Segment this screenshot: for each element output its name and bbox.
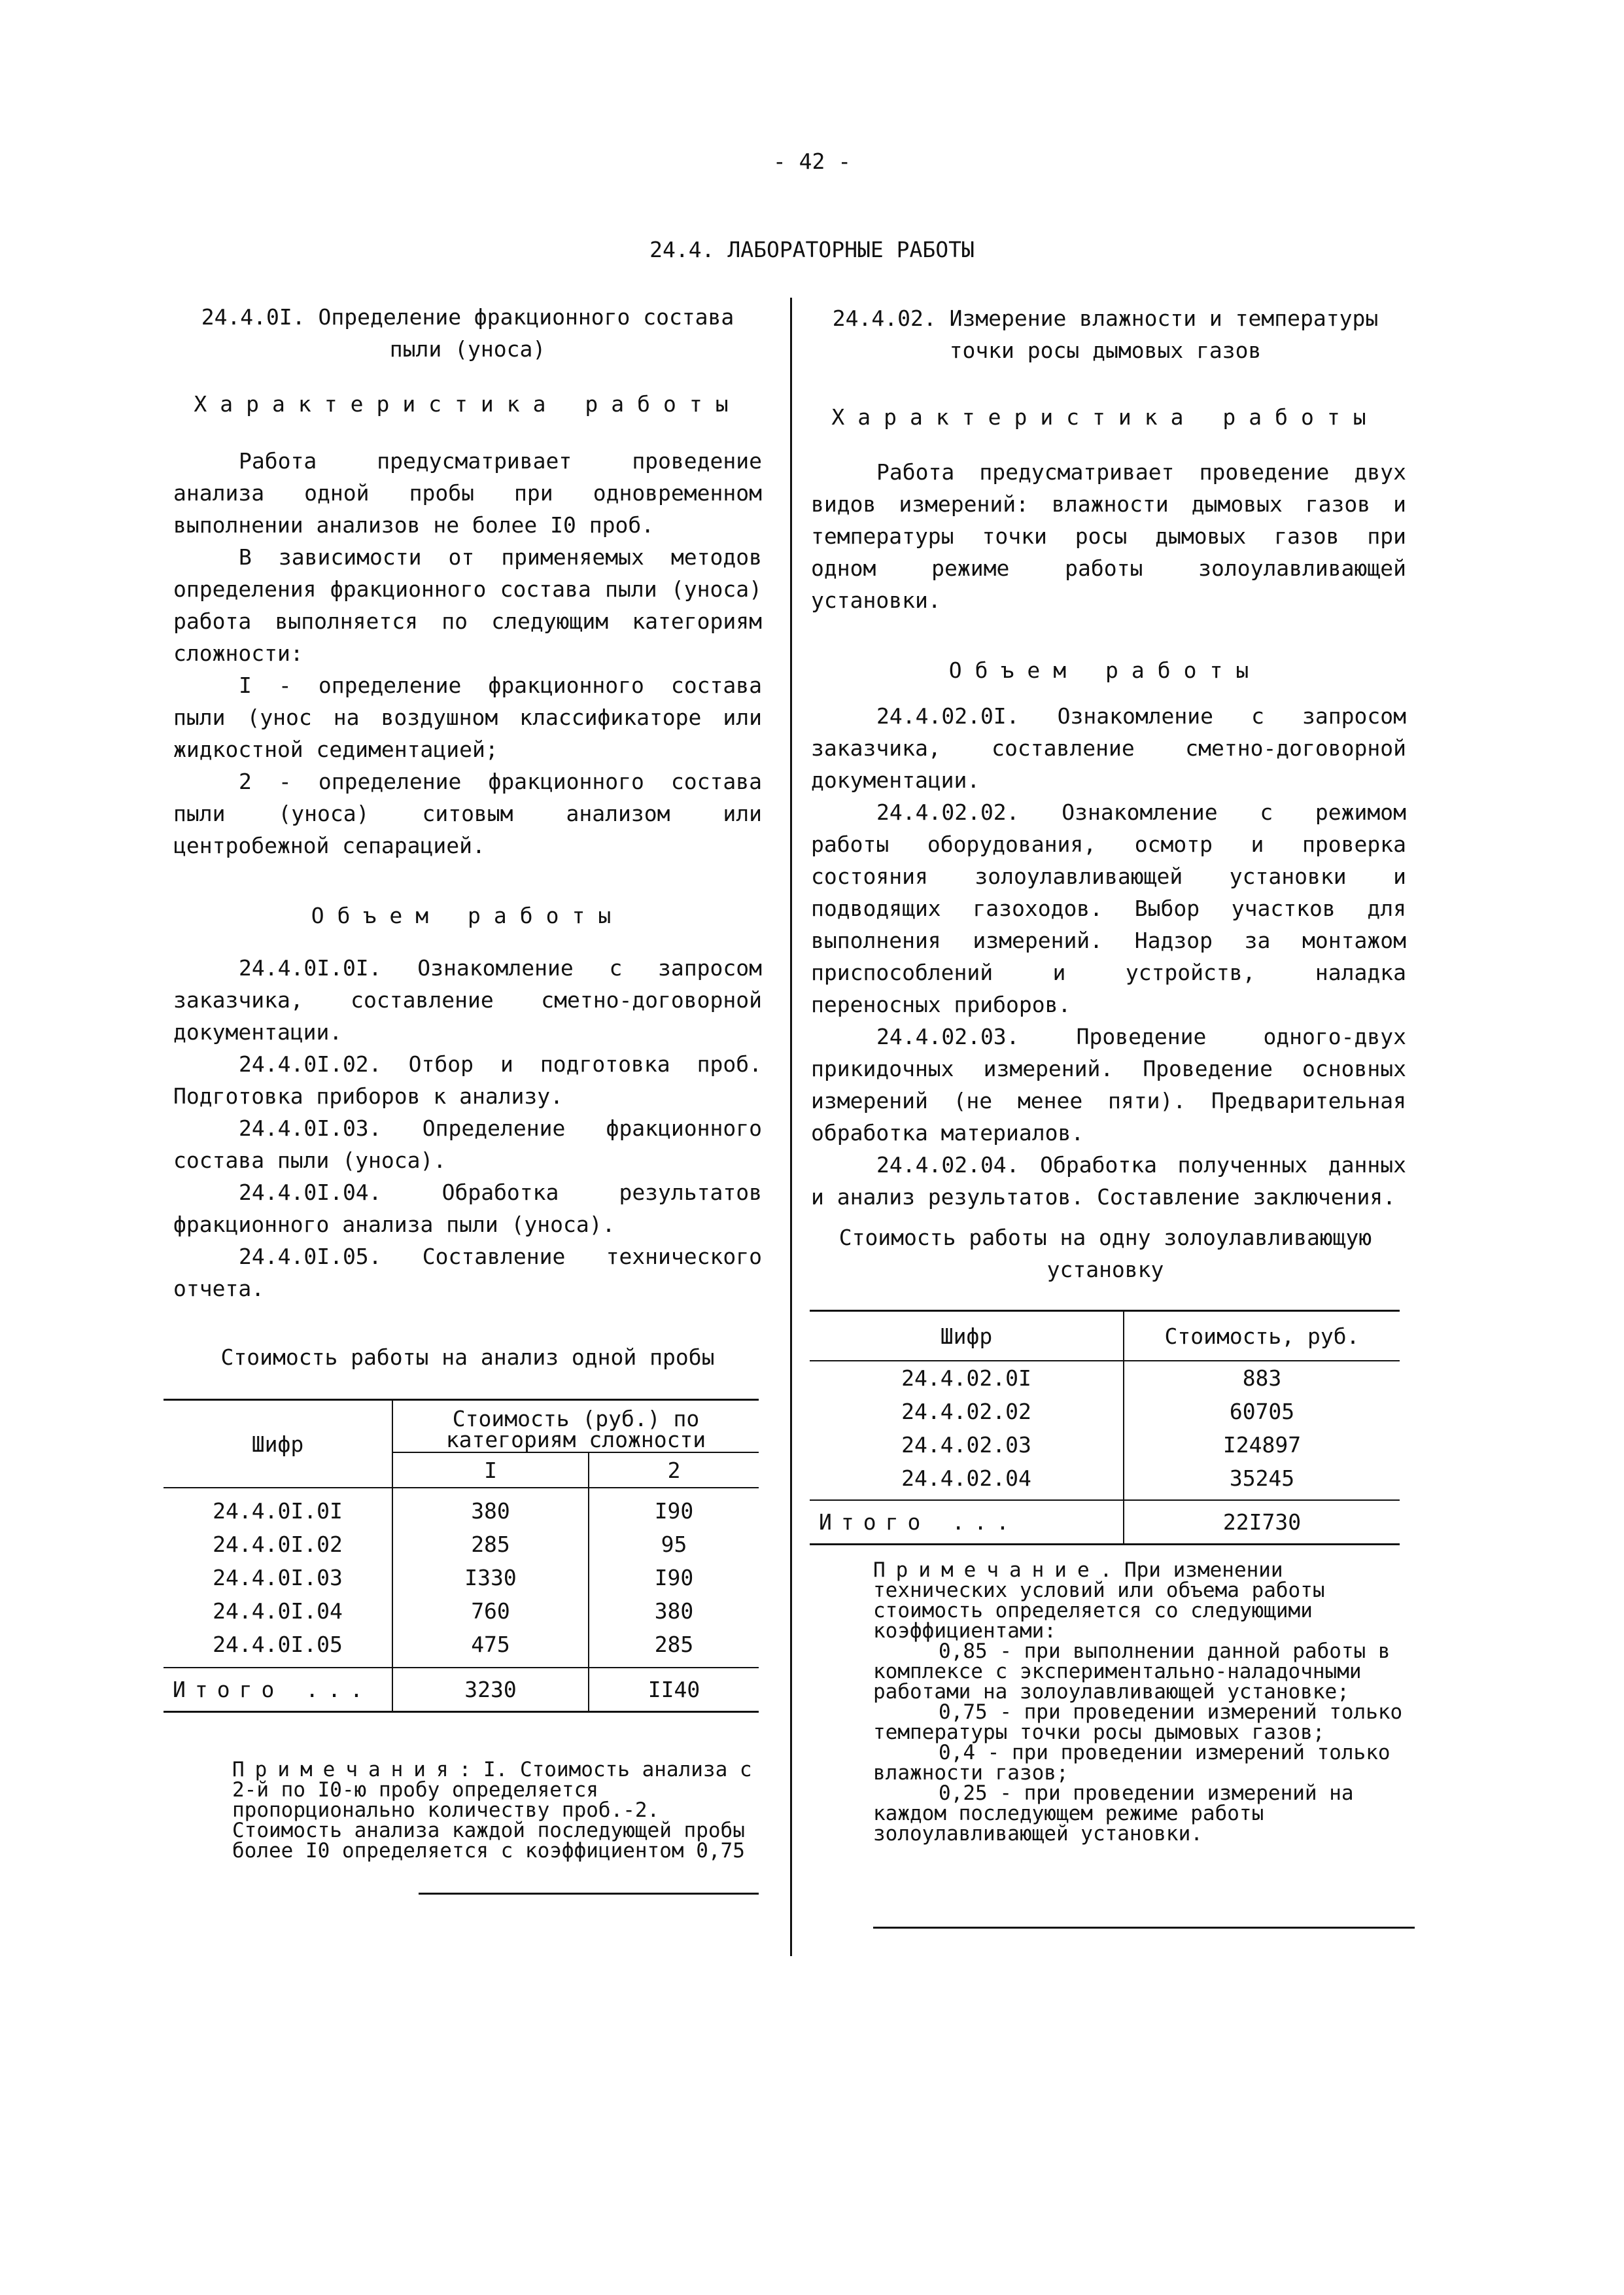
- left-char-paragraph: 2 - определение фракционного состава пыли (уноса) ситовым анализом или центробежной сепарацией.: [173, 769, 762, 858]
- row-cat1-cost: 380: [392, 1488, 589, 1528]
- table-row: [810, 1395, 1400, 1428]
- row-cat2-cost: 380: [654, 1598, 694, 1624]
- right-note-item: 0,25 - при проведении измерений на каждом последующем режиме работы золоулавливающей установки.: [873, 1781, 1354, 1846]
- table-row: [164, 1561, 759, 1594]
- right-notes: [873, 1560, 1416, 1844]
- row-cat2-cost: 285: [654, 1632, 694, 1657]
- row-code: 24.4.02.04: [810, 1462, 1124, 1500]
- left-characteristics-heading: Характеристика работы: [194, 391, 742, 417]
- right-characteristics-heading: Характеристика работы: [831, 404, 1379, 430]
- right-volume-list: [811, 700, 1406, 1213]
- row-cat2-cost: I90: [654, 1498, 694, 1524]
- left-col-cost-header: Стоимость (руб.) по категориям сложности: [392, 1400, 759, 1453]
- right-table-caption: Стоимость работы на одну золоулавливающую установку: [838, 1225, 1372, 1282]
- left-char-paragraph: I - определение фракционного состава пыли (унос на воздушном классификаторе или жидкостной седиментацией;: [173, 673, 762, 762]
- left-col-code-header: Шифр: [164, 1400, 392, 1488]
- left-volume-list: [173, 952, 762, 1305]
- total-label: Итого ...: [164, 1668, 392, 1712]
- row-code: 24.4.0I.05: [164, 1628, 392, 1668]
- table-total-row: [164, 1668, 759, 1712]
- left-char-paragraph: Работа предусматривает проведение анализа одной пробы при одновременном выполнении анализов не более I0 проб.: [173, 448, 762, 538]
- column-divider: [790, 298, 792, 1956]
- left-volume-item: 24.4.0I.04. Обработка результатов фракционного анализа пыли (уноса).: [173, 1180, 762, 1237]
- right-volume-item: 24.4.02.03. Проведение одного-двух прикидочных измерений. Проведение основных измерений (не менее пяти). Предварительная обработка материалов.: [811, 1024, 1406, 1146]
- total-cost: 22I730: [1222, 1509, 1302, 1535]
- right-col-cost-header: Стоимость, руб.: [1164, 1323, 1360, 1349]
- right-note-item: 0,4 - при проведении измерений только влажности газов;: [873, 1741, 1391, 1785]
- table-row: [164, 1628, 759, 1668]
- table-total-row: [810, 1500, 1400, 1545]
- left-volume-item: 24.4.0I.03. Определение фракционного состава пыли (уноса).: [173, 1115, 762, 1173]
- right-notes-label: Примечание: [873, 1558, 1100, 1582]
- right-volume-item: 24.4.02.0I. Ознакомление с запросом заказчика, составление сметно-договорной документации.: [811, 703, 1406, 793]
- left-notes-text: : I. Стоимость анализа с 2-й по I0-ю пробу определяется пропорционально количеству проб.-2. Стоимость анализа каждой последующей пробы более I0 определяется с коэффициентом 0,75: [232, 1758, 752, 1863]
- section-title: 24.4. ЛАБОРАТОРНЫЕ РАБОТЫ: [649, 237, 975, 262]
- right-char-paragraph: Работа предусматривает проведение двух видов измерений: влажности дымовых газов и температуры точки росы дымовых газов при одном режиме работы золоулавливающей установки.: [811, 459, 1406, 613]
- row-cost: 35245: [1229, 1465, 1295, 1491]
- right-characteristics-text: [811, 456, 1406, 616]
- row-cost: 60705: [1229, 1399, 1295, 1424]
- row-code: 24.4.0I.03: [164, 1561, 392, 1594]
- left-char-paragraph: В зависимости от применяемых методов определения фракционного состава пыли (уноса) работа выполняется по следующим категориям сложности:: [173, 544, 762, 666]
- left-volume-item: 24.4.0I.05. Составление технического отчета.: [173, 1244, 762, 1301]
- right-note-item: 0,75 - при проведении измерений только температуры точки росы дымовых газов;: [873, 1700, 1403, 1744]
- row-cat1-cost: 760: [392, 1594, 589, 1628]
- left-characteristics-text: [173, 445, 762, 862]
- right-col-code-header: Шифр: [810, 1311, 1124, 1361]
- table-row: [164, 1594, 759, 1628]
- left-col-cat1-header: I: [392, 1452, 589, 1488]
- total-cat2-cost: II40: [648, 1677, 700, 1702]
- right-notes-intro: . При изменении технических условий или объема работы стоимость определяется со следующими коэффициентами:: [873, 1558, 1325, 1643]
- table-row: [164, 1488, 759, 1528]
- table-row: [810, 1428, 1400, 1462]
- right-cost-table: [810, 1310, 1400, 1545]
- total-label: Итого ...: [810, 1500, 1124, 1545]
- row-cat2-cost: I90: [654, 1565, 694, 1590]
- page-number: - 42 -: [772, 149, 852, 174]
- left-col-cat2-header: 2: [667, 1457, 681, 1483]
- row-code: 24.4.0I.04: [164, 1594, 392, 1628]
- row-cat1-cost: 475: [392, 1628, 589, 1668]
- right-volume-heading: Объем работы: [948, 657, 1262, 683]
- row-code: 24.4.02.02: [810, 1395, 1124, 1428]
- row-cat2-cost: 95: [661, 1532, 687, 1557]
- row-cat1-cost: I330: [392, 1561, 589, 1594]
- total-cat1-cost: 3230: [392, 1668, 589, 1712]
- left-notes-rule: [419, 1893, 759, 1895]
- row-code: 24.4.02.03: [810, 1428, 1124, 1462]
- row-code: 24.4.0I.02: [164, 1528, 392, 1561]
- right-volume-item: 24.4.02.02. Ознакомление с режимом работы оборудования, осмотр и проверка состояния золоулавливающей установки и подводящих газоходов. Выбор участков для выполнения измерений. Надзор за монтажом приспособлений и устройств, наладка переносных приборов.: [811, 799, 1406, 1017]
- table-row: [810, 1361, 1400, 1395]
- left-volume-item: 24.4.0I.0I. Ознакомление с запросом заказчика, составление сметно-договорной документации.: [173, 955, 762, 1045]
- left-notes: [232, 1760, 755, 1861]
- left-volume-item: 24.4.0I.02. Отбор и подготовка проб. Подготовка приборов к анализу.: [173, 1051, 762, 1109]
- left-work-title: 24.4.0I. Определение фракционного состава пыли (уноса): [201, 304, 734, 362]
- table-row: [164, 1528, 759, 1561]
- row-code: 24.4.02.0I: [810, 1361, 1124, 1395]
- left-table-caption: Стоимость работы на анализ одной пробы: [220, 1344, 715, 1370]
- row-cost: I24897: [1222, 1432, 1302, 1458]
- table-row: [810, 1462, 1400, 1500]
- row-code: 24.4.0I.0I: [164, 1488, 392, 1528]
- right-note-item: 0,85 - при выполнении данной работы в комплексе с экспериментально-наладочными работами на золоулавливающей установке;: [873, 1639, 1391, 1704]
- left-notes-label: Примечания: [232, 1758, 459, 1781]
- left-volume-heading: Объем работы: [311, 903, 625, 928]
- right-notes-rule: [873, 1927, 1415, 1929]
- row-cost: 883: [1242, 1365, 1282, 1391]
- right-volume-item: 24.4.02.04. Обработка полученных данных и анализ результатов. Составление заключения.: [811, 1152, 1406, 1210]
- left-cost-table: [164, 1399, 759, 1713]
- right-work-title: 24.4.02. Измерение влажности и температуры точки росы дымовых газов: [832, 306, 1379, 363]
- row-cat1-cost: 285: [392, 1528, 589, 1561]
